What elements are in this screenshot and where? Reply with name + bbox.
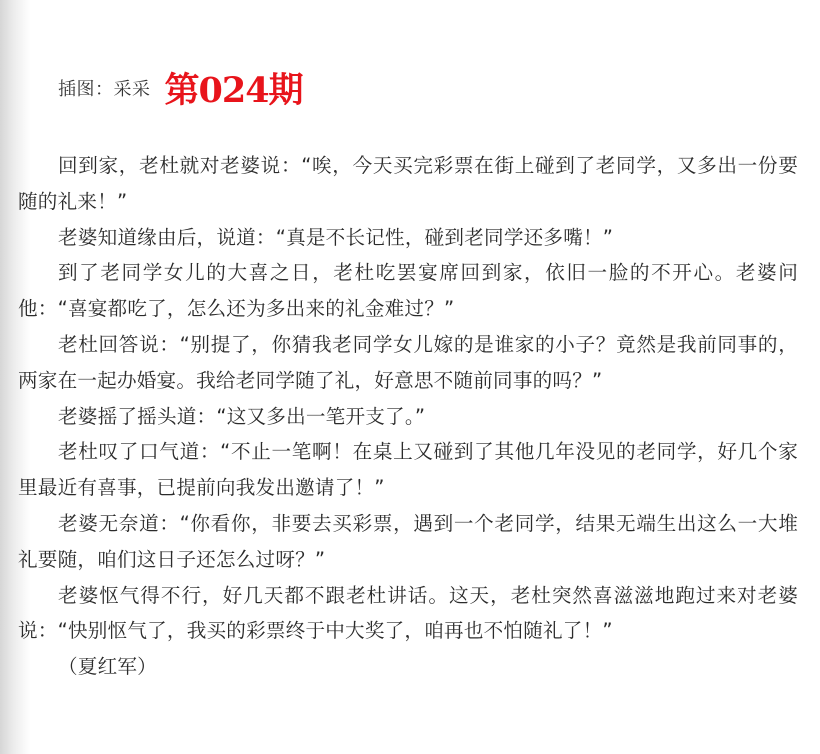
paragraph: 老婆知道缘由后，说道：“真是不长记性，碰到老同学还多嘴！” xyxy=(58,225,614,249)
paragraph: 老杜回答说：“别提了，你猜我老同学女儿嫁的是谁家的小子？竟然是我前同事的，两家在一起办婚宴。我给老同学随了礼，好意思不随前同事的吗？” xyxy=(18,332,798,392)
header xyxy=(58,62,303,114)
paragraph: 老杜叹了口气道：“不止一笔啊！在桌上又碰到了其他几年没见的老同学，好几个家里最近有喜事，已提前向我发出邀请了！” xyxy=(18,440,798,500)
illustration-credit: 插图：采采 xyxy=(58,79,151,100)
paragraph: 老婆怄气得不行，好几天都不跟老杜讲话。这天，老杜突然喜滋滋地跑过来对老婆说：“快别怄气了，我买的彩票终于中大奖了，咱再也不怕随礼了！” xyxy=(18,583,798,643)
paragraph: 回到家，老杜就对老婆说：“唉，今天买完彩票在街上碰到了老同学，又多出一份要随的礼来！” xyxy=(18,154,798,213)
issue-number: 第024期 xyxy=(164,70,303,111)
paragraph: 老婆摇了摇头道：“这又多出一笔开支了。” xyxy=(58,404,426,428)
paragraph: 老婆无奈道：“你看你，非要去买彩票，遇到一个老同学，结果无端生出这么一大堆礼要随，咱们这日子还怎么过呀？” xyxy=(18,511,798,571)
author-byline: （夏红军） xyxy=(58,655,157,679)
paragraph: 到了老同学女儿的大喜之日，老杜吃罢宴席回到家，依旧一脸的不开心。老婆问他：“喜宴都吃了，怎么还为多出来的礼金难过？” xyxy=(18,261,798,321)
article-body xyxy=(18,148,798,685)
